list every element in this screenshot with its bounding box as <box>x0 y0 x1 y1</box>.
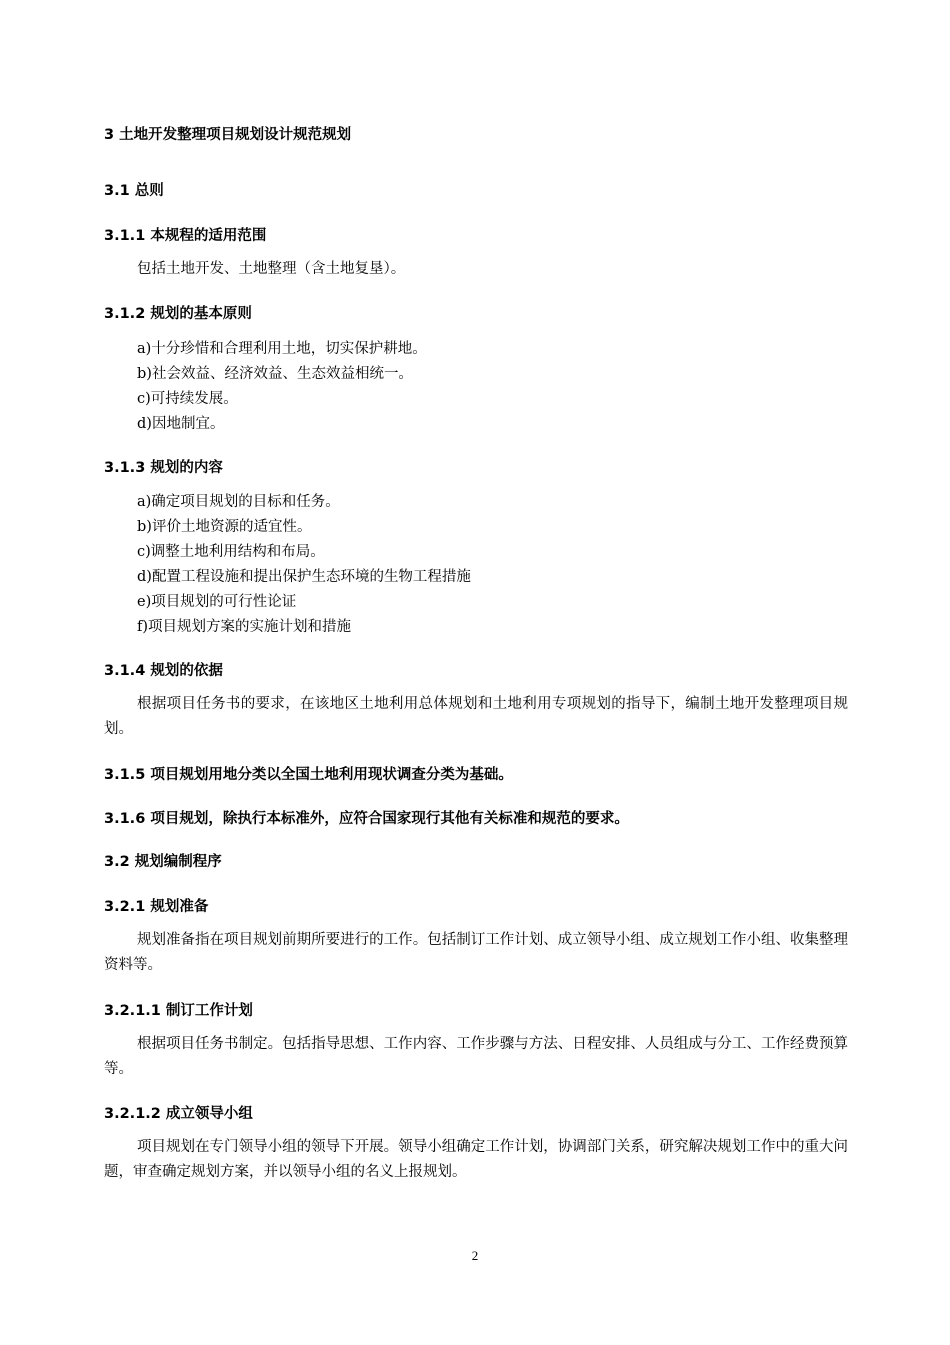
list-item: c)调整土地利用结构和布局。 <box>137 544 325 560</box>
section-3-1-6-heading: 3.1.6 项目规划，除执行本标准外，应符合国家现行其他有关标准和规范的要求。 <box>104 811 629 827</box>
list-item: e)项目规划的可行性论证 <box>137 594 297 610</box>
list-item: a)十分珍惜和合理利用土地，切实保护耕地。 <box>137 341 427 357</box>
section-3-2-1-text: 规划准备指在项目规划前期所要进行的工作。包括制订工作计划、成立领导小组、成立规划工作小组、收集整理资料等。 <box>104 932 848 973</box>
section-3-1-2-heading: 3.1.2 规划的基本原则 <box>104 306 252 322</box>
section-3-2-1-1-heading: 3.2.1.1 制订工作计划 <box>104 1003 253 1019</box>
section-3-2-1-2-heading: 3.2.1.2 成立领导小组 <box>104 1106 253 1122</box>
section-3-2-heading: 3.2 规划编制程序 <box>104 854 222 870</box>
list-item: d)因地制宜。 <box>137 416 225 432</box>
list-item: c)可持续发展。 <box>137 391 238 407</box>
section-3-1-4-heading: 3.1.4 规划的依据 <box>104 663 223 679</box>
list-item: b)社会效益、经济效益、生态效益相统一。 <box>137 366 413 382</box>
list-item: a)确定项目规划的目标和任务。 <box>137 494 340 510</box>
section-3-2-1-heading: 3.2.1 规划准备 <box>104 899 209 915</box>
section-3-1-3-heading: 3.1.3 规划的内容 <box>104 460 223 476</box>
section-3-1-5-heading: 3.1.5 项目规划用地分类以全国土地利用现状调查分类为基础。 <box>104 767 513 783</box>
section-3-2-1-2-text: 项目规划在专门领导小组的领导下开展。领导小组确定工作计划，协调部门关系，研究解决规划工作中的重大问题，审查确定规划方案，并以领导小组的名义上报规划。 <box>104 1139 848 1180</box>
section-3-1-1-text: 包括土地开发、土地整理（含土地复垦）。 <box>137 261 406 277</box>
list-item: b)评价土地资源的适宜性。 <box>137 519 312 535</box>
section-3-1-heading: 3.1 总则 <box>104 183 164 199</box>
section-3-2-1-1-text: 根据项目任务书制定。包括指导思想、工作内容、工作步骤与方法、日程安排、人员组成与分工、工作经费预算等。 <box>104 1036 848 1077</box>
section-3-1-4-text: 根据项目任务书的要求，在该地区土地利用总体规划和土地利用专项规划的指导下，编制土地开发整理项目规划。 <box>104 696 848 737</box>
page-number: 2 <box>471 1248 479 1263</box>
list-item: f)项目规划方案的实施计划和措施 <box>137 619 352 635</box>
list-item: d)配置工程设施和提出保护生态环境的生物工程措施 <box>137 569 471 585</box>
section-3-1-1-heading: 3.1.1 本规程的适用范围 <box>104 228 267 244</box>
chapter-title: 3 土地开发整理项目规划设计规范规划 <box>104 127 352 143</box>
